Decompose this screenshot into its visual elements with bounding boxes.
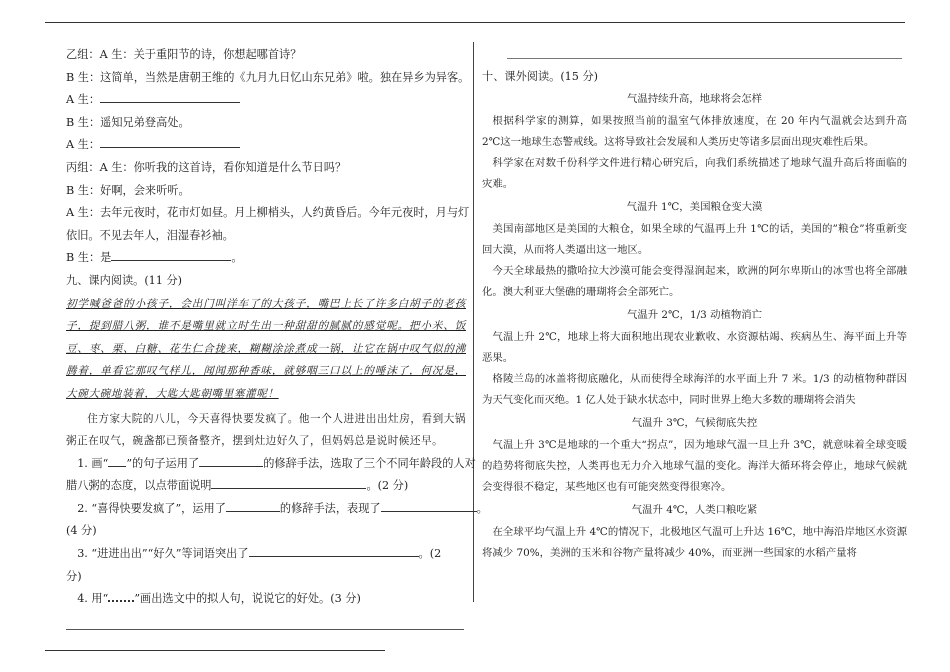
dialogue-line: A 生： bbox=[66, 134, 466, 157]
answer-blank[interactable] bbox=[249, 545, 419, 557]
dialogue-line: 依旧。不见去年人，泪湿春衫袖。 bbox=[66, 228, 234, 242]
section-10-title: 十、课外阅读。(15 分) bbox=[482, 70, 599, 83]
answer-blank[interactable] bbox=[199, 455, 263, 467]
question-3-line-2: 分) bbox=[66, 569, 82, 583]
answer-blank[interactable] bbox=[381, 500, 477, 512]
answer-blank[interactable] bbox=[111, 249, 231, 261]
dialogue-line: B 生：遥知兄弟登高处。 bbox=[66, 115, 190, 129]
article-paragraph: 气温上升 2℃，地球上将大面积地出现农业歉收、水资源枯竭、疾病丛生、海平面上升等恶果。 bbox=[482, 331, 907, 364]
article-paragraph: 根据科学家的测算，如果按照当前的温室气体排放速度，在 20 年内气温就会达到升高 2℃这一地球生态警戒线。这将导致社会发展和人类历史等诸多层面出现灾难性后果。 bbox=[482, 115, 907, 148]
article-paragraph: 今天全球最热的撒哈拉大沙漠可能会变得湿润起来，欧洲的阿尔卑斯山的冰雪也将全部融化。澳大利亚大堡礁的珊瑚将会全部死亡。 bbox=[482, 265, 907, 298]
article-paragraph: 格陵兰岛的冰盖将彻底融化，从而使得全球海洋的水平面上升 7 米。1/3 的动植物种群因为天气变化而灭绝。1 亿人处于缺水状态中，同时世界上绝大多数的珊瑚将会消失 bbox=[482, 373, 907, 406]
article-subheading: 气温升 2℃，1/3 动植物消亡 bbox=[626, 309, 763, 321]
dialogue-line: B 生：好啊，会来听听。 bbox=[66, 183, 190, 197]
article-paragraph: 气温上升 3℃是地球的一个重大“拐点”，因为地球气温一旦上升 3℃，就意味着全球变暖的趋势将彻底失控，人类再也无力介入地球气温的变化。海洋大循环将会停止，地球气候就会变得很不稳定，某些地区也有可能突然变得很寒冷。 bbox=[482, 439, 907, 493]
section-9-title: 九、课内阅读。(11 分) bbox=[66, 273, 183, 287]
footer-rule bbox=[45, 650, 385, 651]
answer-blank[interactable] bbox=[226, 500, 280, 512]
question-2-line-2: (4 分) bbox=[66, 524, 97, 538]
article-paragraph: 美国南部地区是美国的大粮仓，如果全球的气温再上升 1℃的话，美国的”粮仓”将重新变回大漠，从而将人类逼出这一地区。 bbox=[482, 223, 907, 256]
article-subheading: 气温升 1℃，美国粮仓变大漠 bbox=[626, 201, 763, 213]
dialogue-line: B 生：这简单，当然是唐朝王维的《九月九日忆山东兄弟》啦。独在异乡为异客。 bbox=[66, 70, 470, 84]
dialogue-line: 丙组：A 生：你听我的这首诗，看你知道是什么节日吗？ bbox=[66, 160, 347, 174]
question-1-line-2: 腊八粥的态度，以点带面说明 。(2 分) bbox=[66, 479, 409, 493]
answer-blank[interactable] bbox=[211, 477, 366, 489]
answer-blank[interactable] bbox=[100, 91, 240, 103]
wavy-mark-sample bbox=[108, 589, 134, 602]
question-4-line-1: 4. 用“ ”画出选文中的拟人句，说说它的好处。(3 分) bbox=[66, 588, 466, 611]
question-3-line-1: 3. “进进出出”“好久”等词语突出了 。(2 bbox=[77, 547, 442, 561]
article-subheading: 气温升 3℃，气候彻底失控 bbox=[631, 417, 758, 429]
article-subheading: 气温升 4℃，人类口粮吃紧 bbox=[631, 504, 758, 516]
passage-paragraph-1 bbox=[66, 293, 466, 406]
dialogue-line: A 生：去年元夜时，花市灯如昼。月上柳梢头，人约黄昏后。今年元夜时，月与灯 bbox=[66, 206, 470, 220]
answer-line[interactable] bbox=[507, 44, 902, 59]
header-rule bbox=[45, 22, 905, 23]
dialogue-line: A 生： bbox=[66, 89, 466, 112]
mark-sample bbox=[108, 455, 126, 467]
answer-line[interactable] bbox=[66, 621, 464, 630]
dialogue-line: 乙组：A 生：关于重阳节的诗，你想起哪首诗？ bbox=[66, 48, 302, 61]
underlined-sentence: 初学喊爸爸的小孩子，会出门叫洋车了的大孩子，嘴巴上长了许多白胡子的老孩子，提到腊八粥，谁不是嘴里就立时生出一种甜甜的腻腻的感觉呢。把小米、饭豆、枣、栗、白糖、花生仁合拢来，糊糊涂涂煮成一锅，让它在锅中叹气似的沸腾着，单看它那叹气样儿，闻闻那种香味，就够咽三口以上的唾沫了，何况是，大碗大碗地装着，大匙大匙朝嘴里塞灌呢！ bbox=[66, 297, 466, 400]
left-column bbox=[66, 44, 488, 630]
article-paragraph: 在全球平均气温上升 4℃的情况下，北极地区气温可上升达 16℃，地中海沿岸地区水资源将减少 70%，美洲的玉米和谷物产量将减少 40%，而亚洲一些国家的水稻产量将 bbox=[482, 526, 907, 559]
answer-blank[interactable] bbox=[100, 136, 240, 148]
right-column bbox=[482, 44, 907, 564]
question-1-line-1: 1. 画“ ”的句子运用了 的修辞手法，选取了三个不同年龄段的人对 bbox=[77, 456, 476, 470]
article-title: 气温持续升高，地球将会怎样 bbox=[626, 93, 763, 105]
dialogue-line: B 生：是 。 bbox=[66, 251, 243, 265]
passage-paragraph-2: 住方家大院的八儿，今天喜得快要发疯了。他一个人进进出出灶房，看到大锅粥正在叹气，碗盏都已预备整齐，摆到灶边好久了，但妈妈总是说时候还早。 bbox=[66, 412, 466, 448]
article-paragraph: 科学家在对数千份科学文件进行精心研究后，向我们系统描述了地球气温升高后将面临的灾难。 bbox=[482, 157, 907, 190]
question-2-line-1: 2. “喜得快要发疯了”，运用了 的修辞手法，表现了 。 bbox=[77, 501, 488, 515]
